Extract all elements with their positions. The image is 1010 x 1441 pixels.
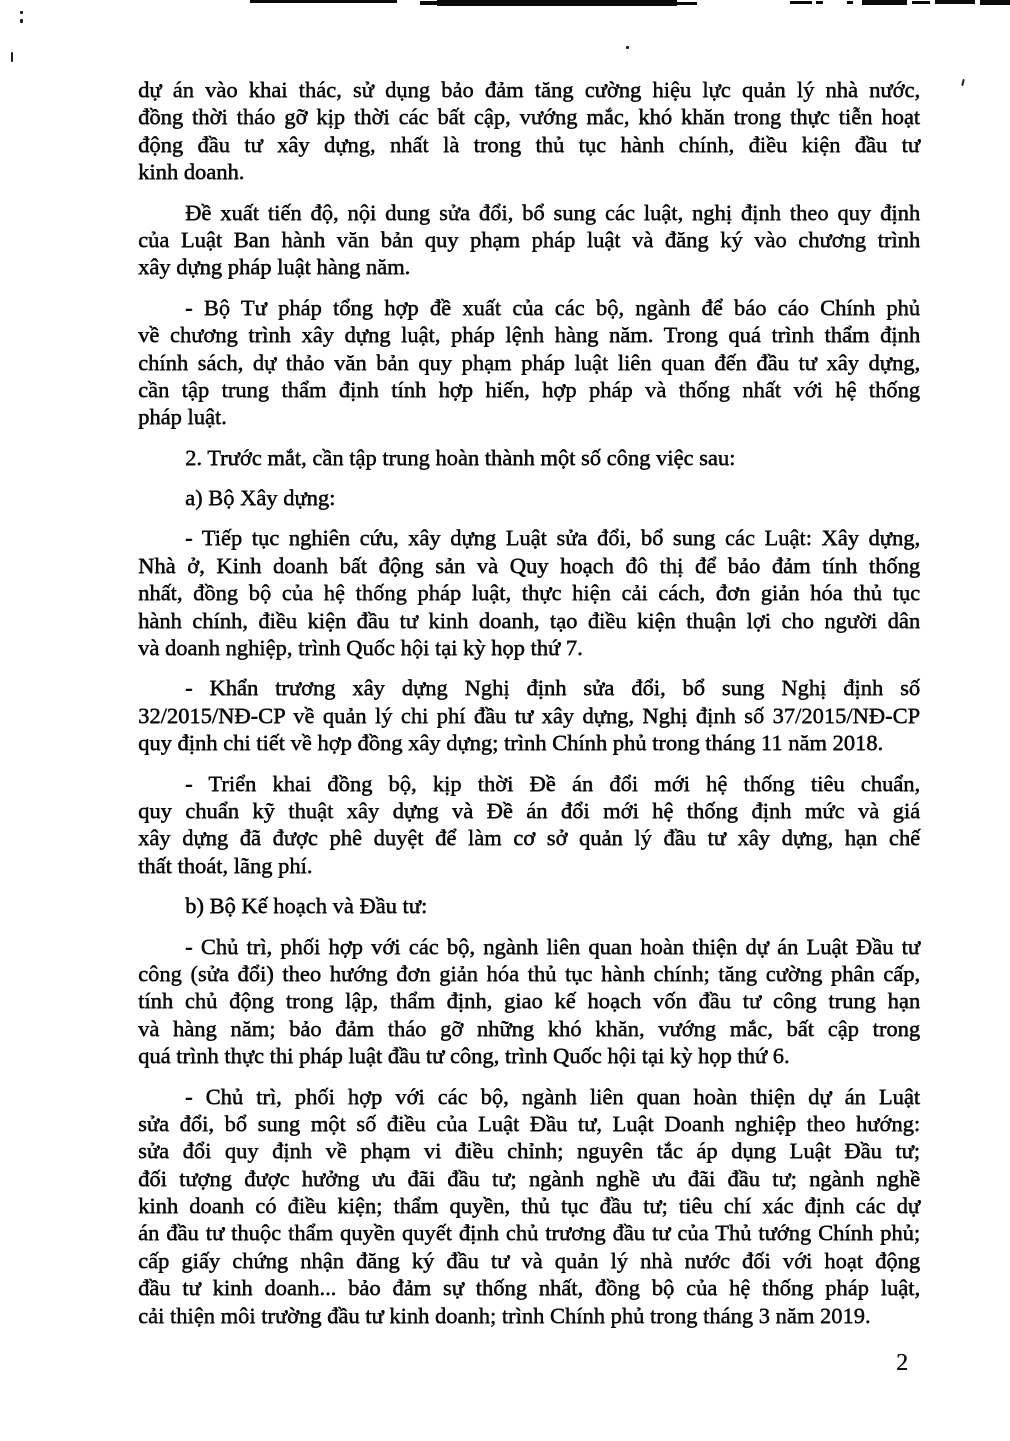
scan-artifact [935,0,975,4]
text-line: pháp luật. [138,404,227,430]
text-line: 32/2015/NĐ-CP về quản lý chi phí đầu tư xây dựng, Nghị định số 37/2015/NĐ-CP [138,702,920,728]
scan-artifact [847,1,853,4]
text-line: nhất, đồng bộ của hệ thống pháp luật, thực hiện cải cách, đơn giản hóa thủ tục [138,580,920,606]
text-line: thất thoát, lãng phí. [138,852,313,878]
text-line: án đầu tư thuộc thẩm quyền quyết định chủ trương đầu tư của Thủ tướng Chính phủ; [138,1220,920,1246]
scan-speck [11,52,13,62]
text-line: Đề xuất tiến độ, nội dung sửa đổi, bổ sung các luật, nghị định theo quy định [185,199,920,225]
text-line: - Tiếp tục nghiên cứu, xây dựng Luật sửa đổi, bổ sung các Luật: Xây dựng, [185,525,920,551]
text-line: cần tập trung thẩm định tính hợp hiến, hợp pháp và thống nhất với hệ thống [138,376,920,402]
scan-artifact [980,0,1010,5]
scan-artifact [790,1,812,4]
text-line: dự án vào khai thác, sử dụng bảo đảm tăng cường hiệu lực quản lý nhà nước, [138,77,920,102]
text-line: hành chính, điều kiện đầu tư kinh doanh, tạo điều kiện thuận lợi cho người dân [138,607,920,633]
text-line: - Khẩn trương xây dựng Nghị định sửa đổi, bổ sung Nghị định số [185,675,920,701]
text-line: đầu tư kinh doanh... bảo đảm sự thống nhất, đồng bộ của hệ thống pháp luật, [138,1275,920,1301]
text-line: - Chủ trì, phối hợp với các bộ, ngành liên quan hoàn thiện dự án Luật Đầu tư [185,933,920,959]
text-line: công (sửa đổi) theo hướng đơn giản hóa thủ tục hành chính; tăng cường phân cấp, [138,960,920,986]
paragraph [138,524,920,661]
text-line: đồng thời tháo gỡ kịp thời các bất cập, vướng mắc, khó khăn trong thực tiễn hoạt [138,104,920,130]
text-line: Nhà ở, Kinh doanh bất động sản và Quy hoạch đô thị để bảo đảm tính thống [138,552,920,578]
paragraph [138,674,920,756]
page-number: 2 [896,1350,908,1376]
text-line: xây dựng đã được phê duyệt để làm cơ sở quản lý đầu tư xây dựng, hạn chế [138,825,920,851]
scan-artifact [816,1,823,4]
text-line: - Bộ Tư pháp tổng hợp đề xuất của các bộ, ngành để báo cáo Chính phủ [185,294,920,320]
text-line: quy chuẩn kỹ thuật xây dựng và Đề án đổi mới hệ thống định mức và giá [138,797,920,823]
text-line: xây dựng pháp luật hàng năm. [138,254,411,280]
scan-artifact [437,0,677,6]
section-heading: a) Bộ Xây dựng: [185,485,336,511]
text-line: về chương trình xây dựng luật, pháp lệnh hàng năm. Trong quá trình thẩm định [138,322,920,348]
scan-artifact [677,2,697,5]
text-line: cấp giấy chứng nhận đăng ký đầu tư và quản lý nhà nước đối với hoạt động [138,1247,920,1273]
paragraph [138,199,920,281]
scan-artifact [250,0,397,3]
scan-artifact [912,1,930,4]
paragraph [138,294,920,431]
document-page [138,76,920,1342]
paragraph [138,1083,920,1330]
paragraph [138,444,920,471]
paragraph [138,76,920,186]
scan-artifact [420,1,438,5]
section-heading: 2. Trước mắt, cần tập trung hoàn thành một số công việc sau: [185,444,736,470]
text-line: sửa đổi quy định về phạm vi điều chỉnh; nguyên tắc áp dụng Luật Đầu tư; [138,1138,920,1164]
text-line: - Triển khai đồng bộ, kịp thời Đề án đổi mới hệ thống tiêu chuẩn, [185,770,920,796]
section-heading: b) Bộ Kế hoạch và Đầu tư: [185,893,428,919]
text-line: cải thiện môi trường đầu tư kinh doanh; trình Chính phủ trong tháng 3 năm 2019. [138,1302,871,1328]
paragraph [138,933,920,1070]
text-line: đối tượng được hưởng ưu đãi đầu tư; ngành nghề ưu đãi đầu tư; ngành nghề [138,1165,920,1191]
scan-speck [626,46,629,49]
text-line: - Chủ trì, phối hợp với các bộ, ngành liên quan hoàn thiện dự án Luật [185,1083,920,1109]
paragraph [138,484,920,511]
text-line: của Luật Ban hành văn bản quy phạm pháp luật và đăng ký vào chương trình [138,226,920,252]
text-line: và doanh nghiệp, trình Quốc hội tại kỳ họp thứ 7. [138,635,583,661]
scan-artifact [862,0,907,5]
scan-speck [20,19,23,23]
scan-speck [20,11,23,14]
text-line: chính sách, dự thảo văn bản quy phạm pháp luật liên quan đến đầu tư xây dựng, [138,349,920,375]
scan-speck [961,79,965,86]
text-line: kinh doanh có điều kiện; thẩm quyền, thủ tục đầu tư; tiêu chí xác định các dự [138,1193,920,1219]
text-line: quá trình thực thi pháp luật đầu tư công, trình Quốc hội tại kỳ họp thứ 6. [138,1043,790,1069]
paragraph [138,770,920,880]
paragraph [138,892,920,919]
text-line: động đầu tư xây dựng, nhất là trong thủ tục hành chính, điều kiện đầu tư [138,131,920,157]
text-line: kinh doanh. [138,159,245,185]
text-line: sửa đổi, bổ sung một số điều của Luật Đầu tư, Luật Doanh nghiệp theo hướng: [138,1110,920,1136]
text-line: quy định chi tiết về hợp đồng xây dựng; trình Chính phủ trong tháng 11 năm 2018. [138,730,884,756]
text-line: và hàng năm; bảo đảm tháo gỡ những khó khăn, vướng mắc, bất cập trong [138,1015,920,1041]
text-line: tính chủ động trong lập, thẩm định, giao kế hoạch vốn đầu tư công trung hạn [138,988,920,1014]
